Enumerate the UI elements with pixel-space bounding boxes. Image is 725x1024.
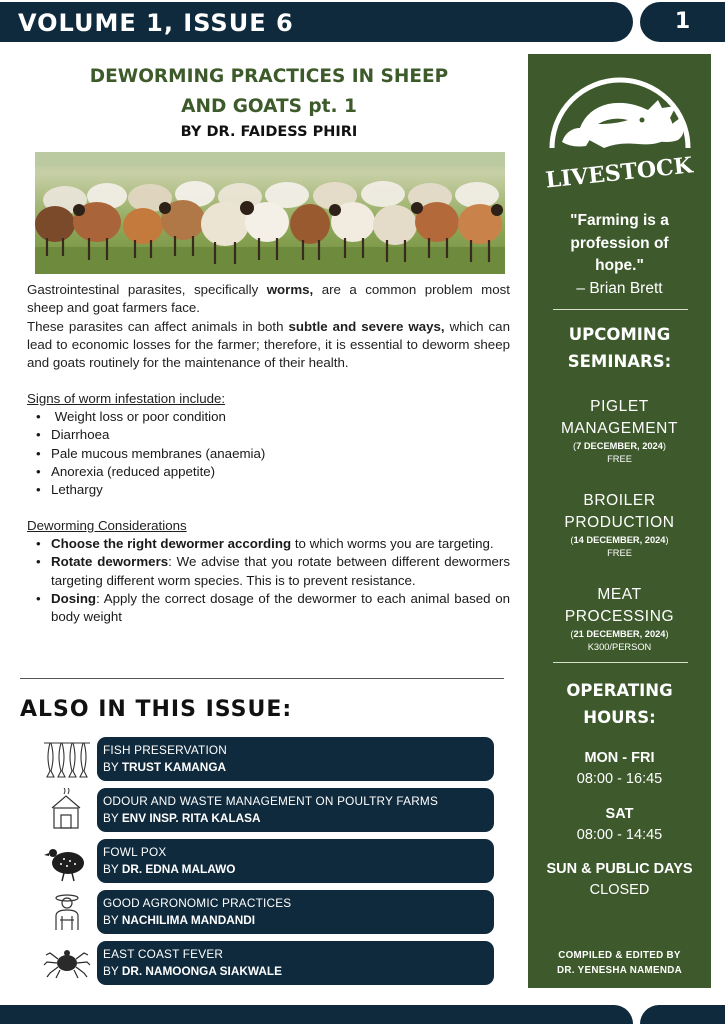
seminars-heading-line: UPCOMING	[568, 325, 671, 344]
issue-item-topic: ODOUR AND WASTE MANAGEMENT ON POULTRY FARMS	[103, 794, 439, 808]
quote-line: "Farming is a	[570, 212, 669, 229]
quote-line: profession of	[570, 234, 669, 252]
header-bar	[0, 2, 633, 42]
intro-text: which can lead to economic losses for the farmer; therefore, it is essential to deworm sheep and goats routinely for the maintenance of their health.	[27, 318, 510, 371]
hours-weekdays	[528, 748, 711, 790]
issue-item-author: TRUST KAMANGA	[121, 760, 227, 774]
list-item-text: : We advise that you rotate between different dewormers targeting different worm species. This is to prevent resistance.	[51, 554, 510, 588]
issue-item-card	[97, 839, 494, 883]
hours-heading-line: OPERATING	[566, 681, 673, 700]
byline-prefix: BY	[103, 862, 122, 876]
livestock-logo	[538, 64, 701, 194]
intro-text: These parasites can affect animals in both	[27, 318, 289, 334]
list-item	[36, 553, 510, 590]
herd-illustration	[35, 152, 505, 274]
article-intro	[27, 281, 510, 372]
seminar-name: MEAT	[597, 586, 642, 603]
hours-time: 08:00 - 14:45	[576, 827, 663, 843]
compiled-by	[528, 948, 711, 978]
issue-item-agronomic[interactable]	[42, 890, 494, 934]
issue-item-byline	[103, 810, 494, 827]
hours-time: CLOSED	[589, 882, 650, 898]
byline-prefix: BY	[103, 913, 122, 927]
page-number-tab	[640, 2, 725, 42]
issue-item-fowl-pox[interactable]	[42, 839, 494, 883]
issue-item-east-coast-fever[interactable]	[42, 941, 494, 985]
volume-issue-label: VOLUME 1, ISSUE 6	[18, 9, 294, 37]
footer-tab	[640, 1005, 725, 1024]
list-item: • Lethargy	[36, 481, 265, 499]
article-title	[40, 62, 498, 122]
compiled-by-line: COMPILED & EDITED BY	[558, 950, 681, 961]
issue-item-fish-preservation[interactable]	[42, 737, 494, 781]
seminar-name: BROILER	[583, 492, 656, 509]
sidebar-divider	[553, 309, 688, 310]
seminar-piglet-management	[528, 396, 711, 465]
considerations-heading: Deworming Considerations	[27, 518, 187, 533]
seminar-fee: FREE	[607, 454, 632, 464]
intro-text: Gastrointestinal parasites, specifically	[27, 282, 267, 297]
logo-text: LIVESTOCK	[544, 152, 694, 194]
considerations-list	[36, 535, 510, 626]
seminar-fee: FREE	[607, 548, 632, 558]
page-number: 1	[674, 9, 691, 34]
seminar-fee: K300/PERSON	[587, 642, 652, 652]
seminar-date: (14 DECEMBER, 2024)	[570, 535, 669, 545]
list-item	[36, 535, 510, 553]
issue-item-byline	[103, 759, 494, 776]
seminar-name: PIGLET	[590, 398, 649, 415]
seminars-heading-line: SEMINARS:	[567, 352, 672, 371]
seminar-date: (21 DECEMBER, 2024)	[570, 629, 669, 639]
issue-item-author: NACHILIMA MANDANDI	[121, 913, 256, 927]
issue-item-card	[97, 788, 494, 832]
list-item	[36, 590, 510, 627]
tick-icon	[42, 941, 92, 985]
list-item-text: : Apply the correct dosage of the dewormer to each animal based on body weight	[51, 590, 510, 625]
intro-emphasis: subtle and severe ways,	[288, 318, 445, 334]
article-title-line-1: DEWORMING PRACTICES IN SHEEP	[89, 66, 449, 87]
section-divider	[20, 678, 504, 679]
footer-bar	[0, 1005, 633, 1024]
seminar-meat-processing	[528, 584, 711, 653]
list-item: • Pale mucous membranes (anaemia)	[36, 445, 265, 463]
hours-saturday	[528, 804, 711, 846]
issue-item-odour-waste[interactable]	[42, 788, 494, 832]
issue-item-card	[97, 941, 494, 985]
signs-heading: Signs of worm infestation include:	[27, 391, 226, 406]
fish-icon	[42, 737, 92, 781]
hours-heading	[528, 677, 711, 731]
hours-day: MON - FRI	[584, 750, 655, 766]
issue-item-author: DR. EDNA MALAWO	[121, 862, 236, 876]
issue-item-byline	[103, 963, 494, 980]
issue-item-author: DR. NAMOONGA SIAKWALE	[121, 964, 282, 978]
article-title-line-2: AND GOATS pt. 1	[181, 96, 357, 117]
intro-text: are a common problem most sheep and goat farmers face.	[27, 282, 510, 316]
issue-item-card	[97, 737, 494, 781]
byline-prefix: BY	[103, 964, 122, 978]
guinea-fowl-icon	[42, 839, 92, 883]
hours-heading-line: HOURS:	[583, 708, 656, 727]
byline-prefix: BY	[103, 811, 122, 825]
sheep-and-goats-photo	[35, 152, 505, 274]
quote-author: – Brian Brett	[576, 279, 663, 297]
quote-line: hope."	[595, 257, 644, 274]
seminars-heading	[528, 321, 711, 375]
issue-item-author: ENV INSP. RITA KALASA	[121, 811, 261, 825]
issue-item-byline	[103, 912, 494, 929]
hours-day: SAT	[605, 806, 634, 822]
sidebar-divider	[553, 662, 688, 663]
list-item-text: to which worms you are targeting.	[291, 536, 494, 551]
also-in-issue-title: ALSO IN THIS ISSUE:	[20, 697, 293, 722]
hours-sunday-public	[528, 859, 711, 901]
sidebar	[528, 54, 711, 988]
issue-item-topic: FOWL POX	[103, 845, 167, 859]
intro-emphasis: worms,	[266, 282, 314, 297]
farmer-icon	[42, 890, 92, 934]
article-author: BY DR. FAIDESS PHIRI	[180, 124, 358, 140]
byline-prefix: BY	[103, 760, 122, 774]
issue-item-topic: EAST COAST FEVER	[103, 947, 224, 961]
list-item: • Diarrhoea	[36, 426, 265, 444]
hours-time: 08:00 - 16:45	[576, 771, 663, 787]
seminar-date: (7 DECEMBER, 2024)	[572, 441, 667, 451]
poultry-house-icon	[42, 788, 92, 832]
issue-item-topic: FISH PRESERVATION	[103, 743, 228, 757]
issue-item-topic: GOOD AGRONOMIC PRACTICES	[103, 896, 292, 910]
list-item-bold: Dosing	[51, 590, 97, 606]
signs-list	[36, 408, 265, 499]
issue-item-card	[97, 890, 494, 934]
list-item-bold: Rotate dewormers	[51, 554, 169, 570]
issue-item-byline	[103, 861, 494, 878]
seminar-name: MANAGEMENT	[560, 420, 679, 437]
seminar-name: PROCESSING	[564, 608, 675, 625]
list-item: • Weight loss or poor condition	[36, 408, 265, 426]
hours-day: SUN & PUBLIC DAYS	[546, 861, 693, 877]
quote	[528, 210, 711, 300]
list-item-bold: Choose the right dewormer according	[51, 536, 292, 551]
seminar-broiler-production	[528, 490, 711, 559]
list-item: • Anorexia (reduced appetite)	[36, 463, 265, 481]
compiled-by-editor: DR. YENESHA NAMENDA	[557, 965, 682, 976]
seminar-name: PRODUCTION	[564, 514, 675, 531]
